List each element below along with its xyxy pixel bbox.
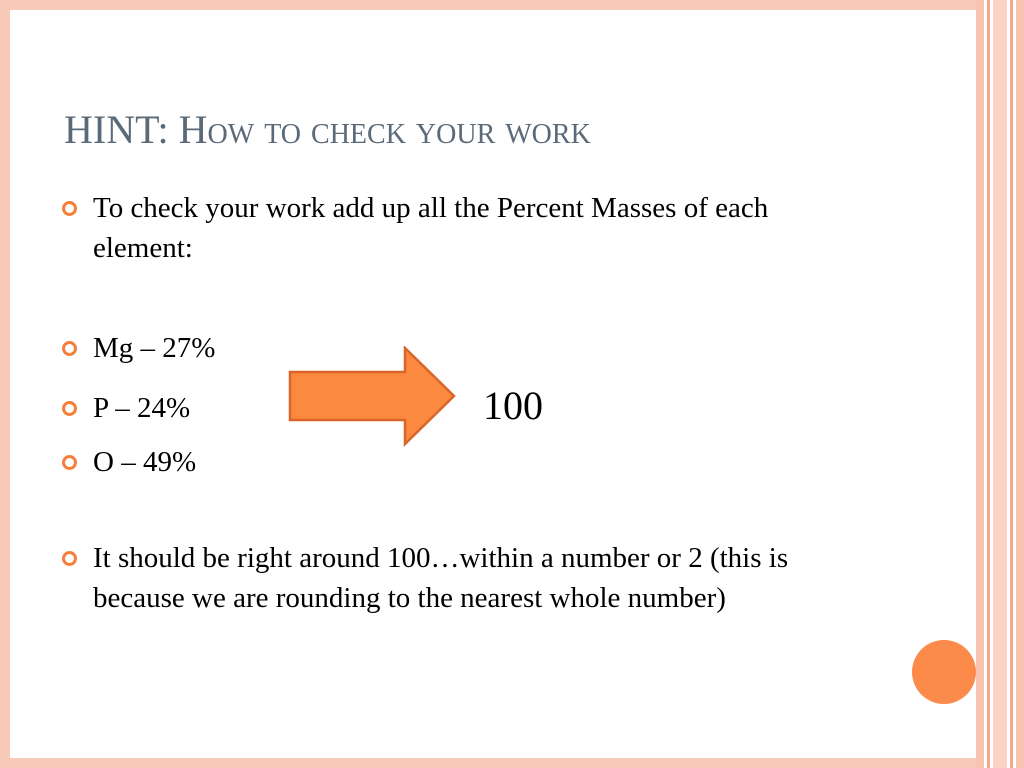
ring-bullet-icon bbox=[62, 401, 77, 416]
bullet-text: O – 49% bbox=[93, 446, 197, 478]
slide-title-rest: ow to check your work bbox=[207, 107, 591, 152]
slide-frame-bottom bbox=[0, 758, 976, 768]
bullet-text: Mg – 27% bbox=[93, 332, 216, 364]
slide-title bbox=[64, 104, 944, 156]
orange-circle-icon bbox=[912, 640, 976, 704]
decorative-stripes bbox=[976, 0, 1024, 768]
stripe bbox=[993, 0, 1007, 768]
stripe bbox=[1016, 0, 1024, 768]
ring-bullet-icon bbox=[62, 455, 77, 470]
result-value: 100 bbox=[483, 383, 543, 428]
stripe bbox=[976, 0, 984, 768]
bullet-text: P – 24% bbox=[93, 392, 191, 424]
slide-title-main: HINT: H bbox=[64, 107, 208, 152]
ring-bullet-icon bbox=[62, 551, 77, 566]
bullet-text: To check your work add up all the Percent Masses of each element: bbox=[93, 192, 769, 264]
slide-frame-left bbox=[0, 0, 10, 768]
ring-bullet-icon bbox=[62, 341, 77, 356]
bullet-text: It should be right around 100…within a number or 2 (this is because we are rounding to the nearest whole number) bbox=[93, 542, 789, 614]
right-arrow-icon bbox=[288, 346, 458, 448]
slide-frame-top bbox=[0, 0, 976, 10]
stripe bbox=[1010, 0, 1013, 768]
ring-bullet-icon bbox=[62, 201, 77, 216]
stripe bbox=[987, 0, 990, 768]
